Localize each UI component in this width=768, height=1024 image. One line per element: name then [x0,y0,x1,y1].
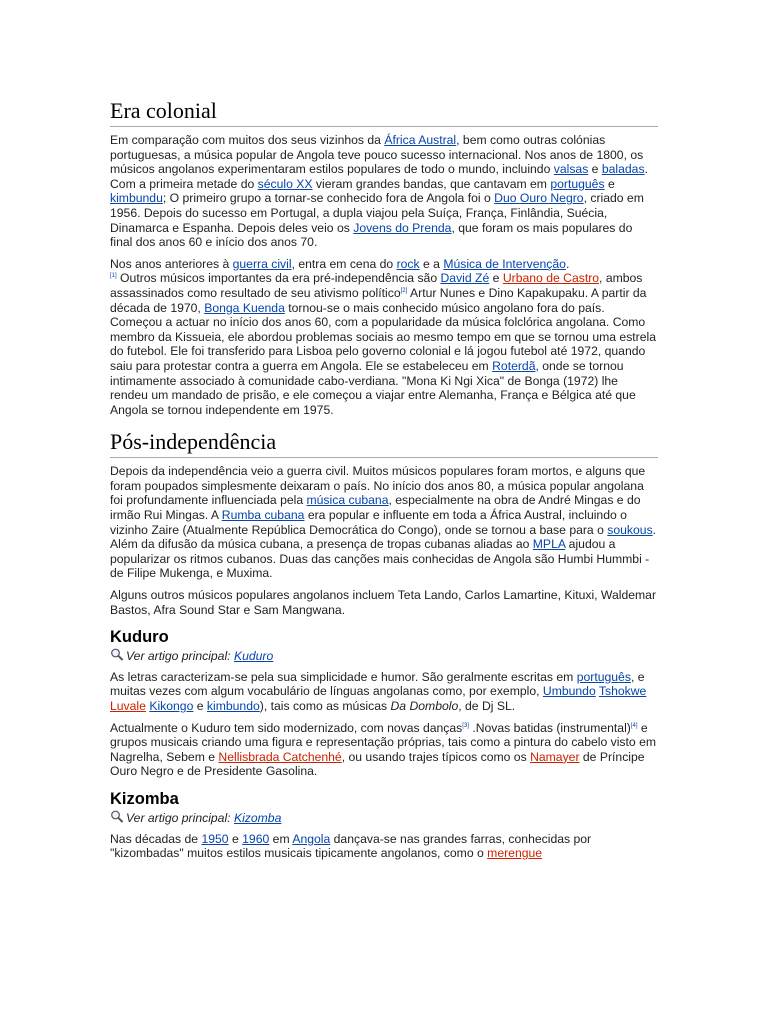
link-1950[interactable]: 1950 [201,831,229,846]
text: ajudou a popularizar os ritmos cubanos. Duas das canções mais conhecidas de Angola são Humbi Hummbi - de Filipe Mukenga, e Muxima. [110,537,650,581]
text: , onde se tornou intimamente associado à comunidade cabo-verdiana. "Mona Ki Ngi Xica" de Bonga (1972) lhe rendeu um mandado de prisão, e ele começou a viajar entre Alemanha, França e Bélgica até que Angola se tornou independente em 1975. [110,358,636,417]
text: e [489,271,503,286]
text: vieram grandes bandas, que cantavam em [312,176,551,191]
paragraph-kizomba-1 [110,832,658,861]
text: , criado em 1956. Depois do sucesso em Portugal, a dupla viajou pela Suíça, França, Finlândia, Suécia, Dinamarca e Espanha. Depois deles veio os [110,191,644,235]
text: Nos anos anteriores à [110,256,233,271]
main-article-prefix: Ver artigo principal: [126,810,234,825]
text: de Príncipe Ouro Negro e de Presidente Gasolina. [110,749,645,779]
text: Actualmente o Kuduro tem sido modernizado, com novas danças [110,720,463,735]
link-valsas[interactable]: valsas [553,162,589,177]
link-main-article-kuduro[interactable]: Kuduro [233,649,274,664]
link-soukous[interactable]: soukous [607,522,653,537]
paragraph-pos-independencia-2: Alguns outros músicos populares angolanos incluem Teta Lando, Carlos Lamartine, Kituxi, Waldemar Bastos, Afra Sound Star e Sam Mangwana. [110,588,657,617]
footnote-ref[interactable]: [4] [630,722,638,729]
text: e [193,699,207,713]
text: . Com a primeira metade do [110,162,648,191]
paragraph-pos-independencia-1 [110,464,658,581]
magnifier-icon [110,810,124,823]
text: , ou usando trajes típicos como os [341,749,531,764]
link-musica-de-intervencao[interactable]: Música de Intervenção [443,256,566,271]
link-duo-ouro-negro[interactable]: Duo Ouro Negro [494,191,584,206]
text: ), tais como as músicas [259,699,391,713]
text: Outros músicos importantes da era pré-independência são [116,271,441,286]
link-main-article-kizomba[interactable]: Kizomba [233,810,282,825]
text: , de Dj SL. [458,699,516,713]
redlink-namayer[interactable]: Namayer [530,749,580,764]
main-article-note [110,648,658,664]
text: , entra em cena do [291,256,397,271]
text: , que foram os mais populares do final dos anos 60 e início dos anos 70. [110,220,633,250]
link-roterda[interactable]: Roterdã [492,358,536,373]
link-africa-austral[interactable]: África Austral [384,133,457,147]
subsection-heading-kizomba: Kizomba [110,789,179,808]
footnote-ref[interactable]: [1] [110,273,117,280]
text: tornou-se o mais conhecido músico angolano fora do país. Começou a actuar no início dos anos 60, com a popularidade da música folclórica angolana. Como membro da Kissueia, ele abordou problemas sociais ao mesmo tempo em que se tornou uma estrela do futebol. Ele foi transferido para Lisboa pelo governo colonial e lá jogou futebol até 1972, quando saiu para protestar contra a guerra em Angola. Ele se estabeleceu em [110,300,657,373]
link-1960[interactable]: 1960 [242,831,270,846]
link-jovens-do-prenda[interactable]: Jovens do Prenda [353,220,452,235]
text: em [269,831,293,846]
article-body [110,98,658,868]
text: Nas décadas de [110,831,202,846]
main-article-prefix: Ver artigo principal: [126,649,234,664]
section-heading-era-colonial: Era colonial [110,98,658,127]
text: .Novas batidas (instrumental) [468,720,631,735]
text: e [228,831,243,846]
text: Depois da independência veio a guerra civil. Muitos músicos populares foram mortos, e alguns que foram poupados simplesmente deixaram o país. No início dos anos 80, a música popular angolana foi profundamente influenciada pela [110,464,646,508]
paragraph-kuduro-1 [110,670,658,714]
link-tshokwe[interactable]: Tshokwe [598,684,647,699]
redlink-urbano-de-castro[interactable]: Urbano de Castro [502,271,600,286]
text: As letras caracterizam-se pela sua simplicidade e humor. São geralmente escritas em [110,669,577,684]
link-bonga-kuenda[interactable]: Bonga Kuenda [204,300,285,315]
paragraph-era-colonial-2 [110,257,658,418]
link-rumba-cubana[interactable]: Rumba cubana [221,508,305,523]
text: Artur Nunes e Dino Kapakupaku. A partir da década de 1970, [110,285,647,315]
footnote-ref[interactable]: [3] [462,722,469,729]
link-portugues[interactable]: português [550,176,605,191]
link-kikongo[interactable]: Kikongo [149,699,194,713]
link-kimbundo[interactable]: kimbundo [206,699,260,713]
link-umbundo[interactable]: Umbundo [542,684,596,699]
link-mpla[interactable]: MPLA [532,537,566,552]
footnote-ref[interactable]: [2] [400,287,408,294]
subsection-heading-kuduro: Kuduro [110,628,169,647]
link-seculo-xx[interactable]: século XX [257,176,313,191]
redlink-merengue[interactable]: merengue [487,846,543,861]
link-musica-cubana[interactable]: música cubana [306,493,389,508]
text: e a [419,256,444,271]
italic-title: Da Dombolo [390,699,459,713]
text: e [588,162,602,177]
text: , bem como outras colónias portuguesas, a música popular de Angola teve pouco sucesso internacional. Nos anos de 1800, os músicos angolanos experimentaram estilos populares de todo o mundo, incluindo [110,133,644,177]
link-baladas[interactable]: baladas [601,162,645,177]
text: Em comparação com muitos dos seus vizinhos da [110,133,385,147]
text: , e muitas vezes com algum vocabulário de línguas angolanas como, por exemplo, [110,669,645,699]
link-portugues[interactable]: português [576,669,631,684]
text: , especialmente na obra de André Mingas e do irmão Rui Mingas. A [110,493,641,523]
link-guerra-civil[interactable]: guerra civil [232,256,292,271]
text: ; O primeiro grupo a tornar-se conhecido fora de Angola foi o [162,191,495,206]
text: . [565,256,570,271]
main-article-note [110,810,658,826]
section-heading-pos-independencia: Pós-independência [110,429,658,458]
text: . Além da difusão da música cubana, a presença de tropas cubanas aliadas ao [110,522,657,552]
link-david-ze[interactable]: David Zé [440,271,490,286]
paragraph-kuduro-2 [110,721,658,779]
magnifier-icon [110,648,124,661]
text: e [604,176,615,191]
link-angola[interactable]: Angola [292,831,331,846]
text: dançava-se nas grandes farras, conhecidas por "kizombadas" muitos estilos musicais tipicamente angolanos, como o [110,831,592,861]
paragraph-era-colonial-1 [110,133,658,250]
text: e grupos musicais criando uma figura e representação próprias, tais como a pintura do cabelo visto em Nagrelha, Sebem e [110,720,657,764]
link-rock[interactable]: rock [396,256,420,271]
redlink-luvale[interactable]: Luvale [110,699,146,713]
link-kimbundu[interactable]: kimbundu [110,191,163,206]
text: era popular e influente em toda a África Austral, incluindo o vizinho Zaire (Atualmente República Democrática do Congo), onde se tornou a base para o [110,508,627,537]
text: , ambos assassinados como resultado de seu ativismo político [110,271,643,300]
redlink-nellisbrada-catchenhe[interactable]: Nellisbrada Catchenhé [218,749,342,764]
